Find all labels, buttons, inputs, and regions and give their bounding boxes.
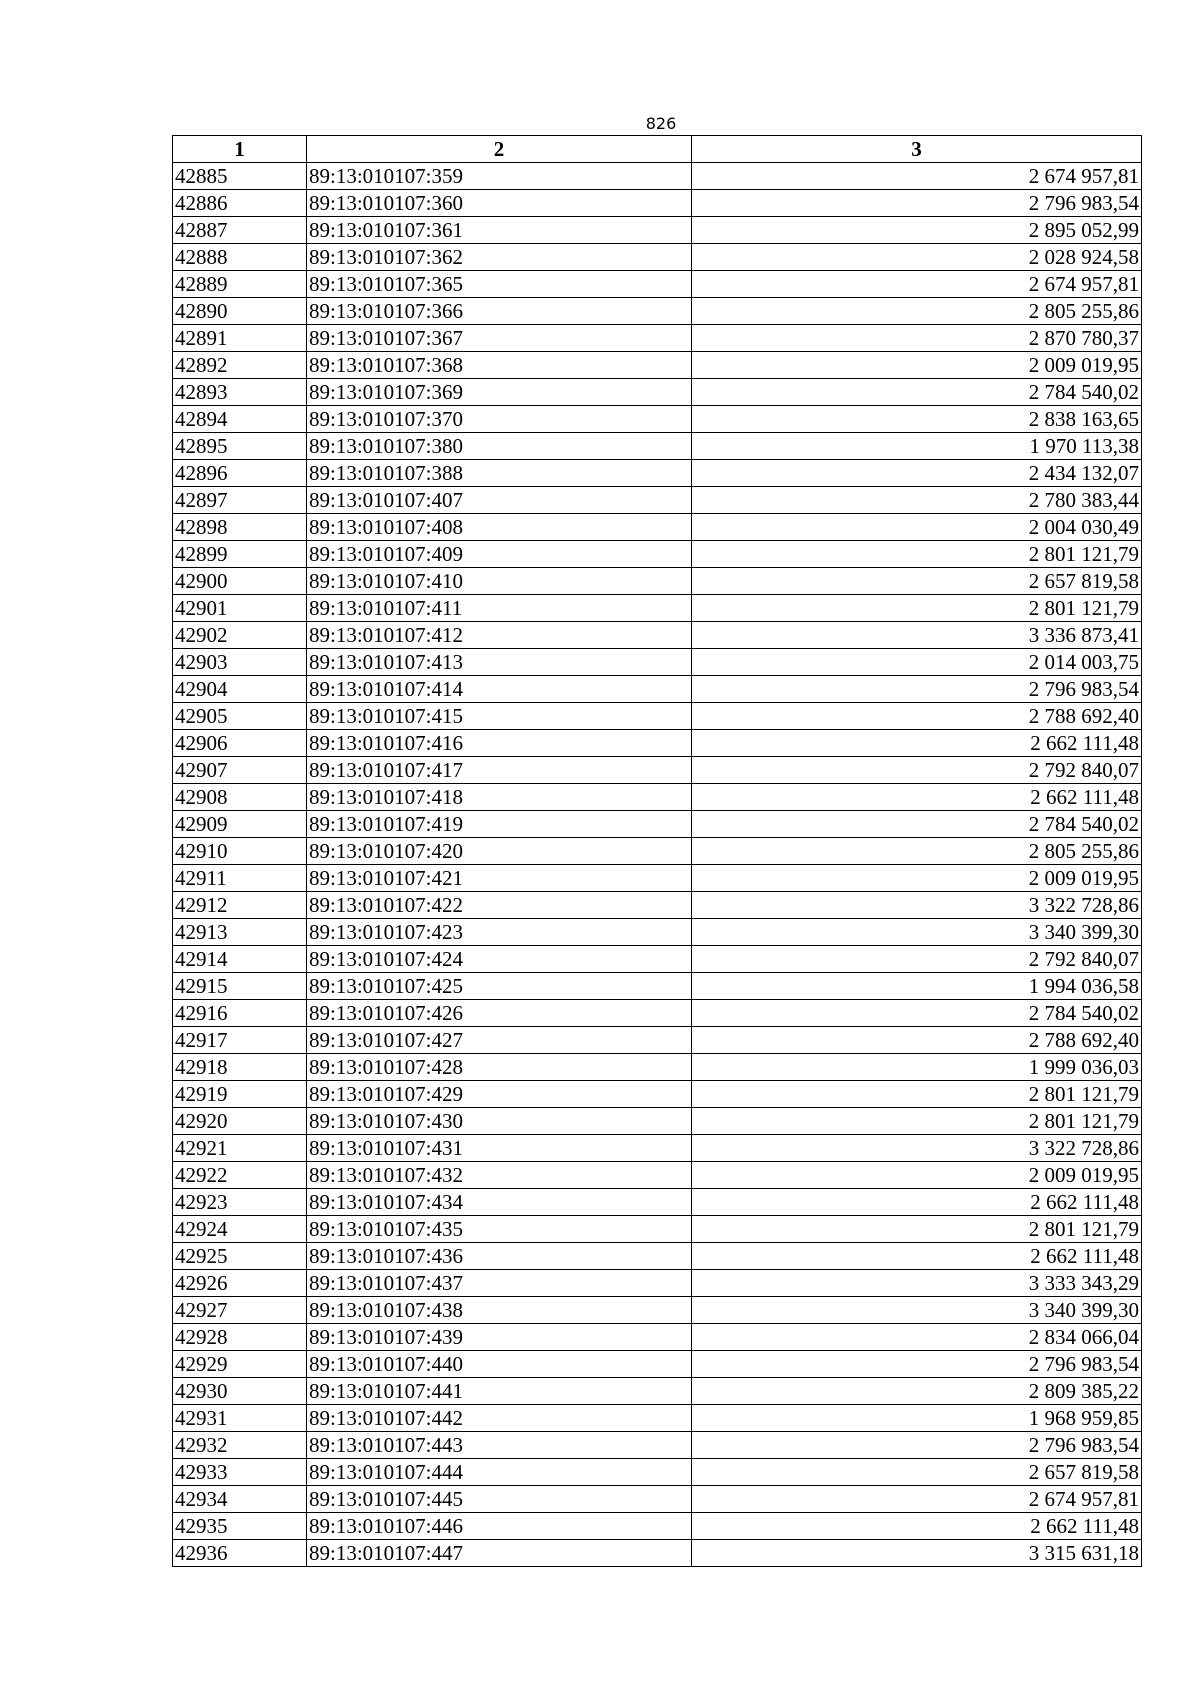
row-number-cell: 42909	[173, 811, 307, 838]
cadastral-value-cell: 2 662 111,48	[692, 784, 1142, 811]
row-number-cell: 42931	[173, 1405, 307, 1432]
table-row	[173, 865, 1142, 892]
table-header-row	[173, 136, 1142, 163]
cadastral-value-cell: 2 009 019,95	[692, 1162, 1142, 1189]
cadastral-number-cell: 89:13:010107:365	[307, 271, 692, 298]
cadastral-value-cell: 2 657 819,58	[692, 1459, 1142, 1486]
row-number-cell: 42921	[173, 1135, 307, 1162]
cadastral-number-cell: 89:13:010107:388	[307, 460, 692, 487]
cadastral-number-cell: 89:13:010107:437	[307, 1270, 692, 1297]
table-row	[173, 541, 1142, 568]
table-row	[173, 460, 1142, 487]
cadastral-value-cell: 1 999 036,03	[692, 1054, 1142, 1081]
cadastral-value-cell: 2 009 019,95	[692, 865, 1142, 892]
table-row	[173, 487, 1142, 514]
cadastral-value-cell: 2 870 780,37	[692, 325, 1142, 352]
table-row	[173, 1000, 1142, 1027]
row-number-cell: 42894	[173, 406, 307, 433]
cadastral-value-cell: 2 657 819,58	[692, 568, 1142, 595]
table-row	[173, 352, 1142, 379]
cadastral-number-cell: 89:13:010107:412	[307, 622, 692, 649]
table-row	[173, 1459, 1142, 1486]
table-row	[173, 1216, 1142, 1243]
cadastral-number-cell: 89:13:010107:367	[307, 325, 692, 352]
table-row	[173, 1486, 1142, 1513]
cadastral-number-cell: 89:13:010107:408	[307, 514, 692, 541]
row-number-cell: 42898	[173, 514, 307, 541]
cadastral-number-cell: 89:13:010107:409	[307, 541, 692, 568]
cadastral-number-cell: 89:13:010107:362	[307, 244, 692, 271]
cadastral-number-cell: 89:13:010107:438	[307, 1297, 692, 1324]
cadastral-number-cell: 89:13:010107:426	[307, 1000, 692, 1027]
row-number-cell: 42924	[173, 1216, 307, 1243]
cadastral-number-cell: 89:13:010107:429	[307, 1081, 692, 1108]
row-number-cell: 42904	[173, 676, 307, 703]
cadastral-value-cell: 2 801 121,79	[692, 595, 1142, 622]
table-row	[173, 784, 1142, 811]
cadastral-number-cell: 89:13:010107:432	[307, 1162, 692, 1189]
row-number-cell: 42923	[173, 1189, 307, 1216]
cadastral-number-cell: 89:13:010107:423	[307, 919, 692, 946]
cadastral-value-cell: 2 796 983,54	[692, 1351, 1142, 1378]
cadastral-number-cell: 89:13:010107:430	[307, 1108, 692, 1135]
table-row	[173, 217, 1142, 244]
cadastral-value-cell: 1 968 959,85	[692, 1405, 1142, 1432]
cadastral-number-cell: 89:13:010107:435	[307, 1216, 692, 1243]
row-number-cell: 42893	[173, 379, 307, 406]
cadastral-value-cell: 2 662 111,48	[692, 1513, 1142, 1540]
row-number-cell: 42911	[173, 865, 307, 892]
cadastral-number-cell: 89:13:010107:415	[307, 703, 692, 730]
table-row	[173, 649, 1142, 676]
cadastral-value-cell: 2 674 957,81	[692, 271, 1142, 298]
table-row	[173, 406, 1142, 433]
row-number-cell: 42910	[173, 838, 307, 865]
table-row	[173, 1324, 1142, 1351]
cadastral-value-cell: 3 322 728,86	[692, 1135, 1142, 1162]
cadastral-value-cell: 2 662 111,48	[692, 1189, 1142, 1216]
cadastral-value-cell: 2 895 052,99	[692, 217, 1142, 244]
row-number-cell: 42914	[173, 946, 307, 973]
table-body	[173, 163, 1142, 1567]
row-number-cell: 42936	[173, 1540, 307, 1567]
row-number-cell: 42907	[173, 757, 307, 784]
page-number: 826	[645, 114, 677, 133]
cadastral-number-cell: 89:13:010107:425	[307, 973, 692, 1000]
cadastral-number-cell: 89:13:010107:416	[307, 730, 692, 757]
row-number-cell: 42900	[173, 568, 307, 595]
cadastral-value-cell: 2 009 019,95	[692, 352, 1142, 379]
table-row	[173, 1432, 1142, 1459]
cadastral-number-cell: 89:13:010107:368	[307, 352, 692, 379]
cadastral-value-cell: 2 662 111,48	[692, 730, 1142, 757]
table-row	[173, 1297, 1142, 1324]
table-row	[173, 622, 1142, 649]
row-number-cell: 42916	[173, 1000, 307, 1027]
table-row	[173, 1540, 1142, 1567]
row-number-cell: 42912	[173, 892, 307, 919]
row-number-cell: 42902	[173, 622, 307, 649]
row-number-cell: 42896	[173, 460, 307, 487]
table-row	[173, 730, 1142, 757]
cadastral-number-cell: 89:13:010107:380	[307, 433, 692, 460]
cadastral-value-cell: 2 834 066,04	[692, 1324, 1142, 1351]
table-row	[173, 244, 1142, 271]
row-number-cell: 42932	[173, 1432, 307, 1459]
cadastral-number-cell: 89:13:010107:420	[307, 838, 692, 865]
cadastral-number-cell: 89:13:010107:413	[307, 649, 692, 676]
table-row	[173, 1054, 1142, 1081]
table-row	[173, 1135, 1142, 1162]
row-number-cell: 42934	[173, 1486, 307, 1513]
cadastral-value-cell: 1 994 036,58	[692, 973, 1142, 1000]
cadastral-number-cell: 89:13:010107:422	[307, 892, 692, 919]
row-number-cell: 42915	[173, 973, 307, 1000]
table-row	[173, 1108, 1142, 1135]
column-header-3: 3	[692, 136, 1142, 163]
table-row	[173, 298, 1142, 325]
row-number-cell: 42887	[173, 217, 307, 244]
table-row	[173, 811, 1142, 838]
cadastral-number-cell: 89:13:010107:446	[307, 1513, 692, 1540]
row-number-cell: 42925	[173, 1243, 307, 1270]
cadastral-value-cell: 2 792 840,07	[692, 757, 1142, 784]
table-row	[173, 514, 1142, 541]
cadastral-number-cell: 89:13:010107:359	[307, 163, 692, 190]
row-number-cell: 42908	[173, 784, 307, 811]
cadastral-number-cell: 89:13:010107:369	[307, 379, 692, 406]
row-number-cell: 42886	[173, 190, 307, 217]
table-row	[173, 838, 1142, 865]
cadastral-value-cell: 1 970 113,38	[692, 433, 1142, 460]
row-number-cell: 42918	[173, 1054, 307, 1081]
cadastral-number-cell: 89:13:010107:407	[307, 487, 692, 514]
table-row	[173, 1378, 1142, 1405]
cadastral-value-cell: 2 801 121,79	[692, 1216, 1142, 1243]
cadastral-number-cell: 89:13:010107:443	[307, 1432, 692, 1459]
cadastral-value-cell: 2 780 383,44	[692, 487, 1142, 514]
row-number-cell: 42905	[173, 703, 307, 730]
row-number-cell: 42935	[173, 1513, 307, 1540]
table-row	[173, 1081, 1142, 1108]
cadastral-value-cell: 2 674 957,81	[692, 163, 1142, 190]
cadastral-value-cell: 2 788 692,40	[692, 703, 1142, 730]
cadastral-number-cell: 89:13:010107:434	[307, 1189, 692, 1216]
cadastral-value-cell: 3 315 631,18	[692, 1540, 1142, 1567]
table-row	[173, 1405, 1142, 1432]
cadastral-value-cell: 3 340 399,30	[692, 1297, 1142, 1324]
table-row	[173, 1270, 1142, 1297]
cadastral-value-cell: 2 784 540,02	[692, 811, 1142, 838]
row-number-cell: 42888	[173, 244, 307, 271]
cadastral-value-cell: 2 674 957,81	[692, 1486, 1142, 1513]
table-row	[173, 946, 1142, 973]
cadastral-value-cell: 2 805 255,86	[692, 298, 1142, 325]
cadastral-value-cell: 2 805 255,86	[692, 838, 1142, 865]
cadastral-number-cell: 89:13:010107:418	[307, 784, 692, 811]
row-number-cell: 42919	[173, 1081, 307, 1108]
table-row	[173, 595, 1142, 622]
cadastral-number-cell: 89:13:010107:421	[307, 865, 692, 892]
cadastral-number-cell: 89:13:010107:431	[307, 1135, 692, 1162]
cadastral-value-cell: 2 028 924,58	[692, 244, 1142, 271]
row-number-cell: 42891	[173, 325, 307, 352]
cadastral-value-cell: 3 333 343,29	[692, 1270, 1142, 1297]
row-number-cell: 42913	[173, 919, 307, 946]
cadastral-value-cell: 2 796 983,54	[692, 1432, 1142, 1459]
cadastral-value-cell: 3 340 399,30	[692, 919, 1142, 946]
cadastral-value-cell: 2 784 540,02	[692, 1000, 1142, 1027]
cadastral-number-cell: 89:13:010107:428	[307, 1054, 692, 1081]
row-number-cell: 42899	[173, 541, 307, 568]
cadastral-number-cell: 89:13:010107:414	[307, 676, 692, 703]
cadastral-value-cell: 2 792 840,07	[692, 946, 1142, 973]
cadastral-value-cell: 2 801 121,79	[692, 1108, 1142, 1135]
row-number-cell: 42930	[173, 1378, 307, 1405]
cadastral-value-cell: 2 014 003,75	[692, 649, 1142, 676]
cadastral-value-cell: 3 322 728,86	[692, 892, 1142, 919]
cadastral-number-cell: 89:13:010107:419	[307, 811, 692, 838]
cadastral-value-cell: 2 838 163,65	[692, 406, 1142, 433]
table-row	[173, 433, 1142, 460]
table-row	[173, 163, 1142, 190]
cadastral-value-cell: 2 784 540,02	[692, 379, 1142, 406]
row-number-cell: 42889	[173, 271, 307, 298]
row-number-cell: 42901	[173, 595, 307, 622]
row-number-cell: 42933	[173, 1459, 307, 1486]
column-header-2: 2	[307, 136, 692, 163]
row-number-cell: 42928	[173, 1324, 307, 1351]
cadastral-number-cell: 89:13:010107:417	[307, 757, 692, 784]
cadastral-value-cell: 2 801 121,79	[692, 1081, 1142, 1108]
row-number-cell: 42892	[173, 352, 307, 379]
row-number-cell: 42885	[173, 163, 307, 190]
cadastral-value-cell: 2 434 132,07	[692, 460, 1142, 487]
row-number-cell: 42927	[173, 1297, 307, 1324]
cadastral-number-cell: 89:13:010107:370	[307, 406, 692, 433]
row-number-cell: 42897	[173, 487, 307, 514]
table-row	[173, 190, 1142, 217]
table-row	[173, 1351, 1142, 1378]
cadastral-value-cell: 2 662 111,48	[692, 1243, 1142, 1270]
cadastral-number-cell: 89:13:010107:427	[307, 1027, 692, 1054]
cadastral-value-cell: 2 801 121,79	[692, 541, 1142, 568]
cadastral-value-cell: 3 336 873,41	[692, 622, 1142, 649]
cadastral-number-cell: 89:13:010107:442	[307, 1405, 692, 1432]
row-number-cell: 42917	[173, 1027, 307, 1054]
table-row	[173, 271, 1142, 298]
table-row	[173, 568, 1142, 595]
table-row	[173, 379, 1142, 406]
cadastral-number-cell: 89:13:010107:445	[307, 1486, 692, 1513]
table-row	[173, 919, 1142, 946]
cadastral-number-cell: 89:13:010107:436	[307, 1243, 692, 1270]
table-row	[173, 892, 1142, 919]
cadastral-number-cell: 89:13:010107:366	[307, 298, 692, 325]
table-row	[173, 1162, 1142, 1189]
row-number-cell: 42895	[173, 433, 307, 460]
cadastral-number-cell: 89:13:010107:447	[307, 1540, 692, 1567]
cadastral-value-cell: 2 809 385,22	[692, 1378, 1142, 1405]
cadastral-value-cell: 2 796 983,54	[692, 190, 1142, 217]
cadastral-number-cell: 89:13:010107:361	[307, 217, 692, 244]
table-row	[173, 1189, 1142, 1216]
cadastral-number-cell: 89:13:010107:440	[307, 1351, 692, 1378]
table-row	[173, 676, 1142, 703]
column-header-1: 1	[173, 136, 307, 163]
table-row	[173, 325, 1142, 352]
row-number-cell: 42920	[173, 1108, 307, 1135]
cadastral-value-cell: 2 788 692,40	[692, 1027, 1142, 1054]
table-row	[173, 703, 1142, 730]
cadastral-number-cell: 89:13:010107:410	[307, 568, 692, 595]
cadastral-number-cell: 89:13:010107:441	[307, 1378, 692, 1405]
row-number-cell: 42929	[173, 1351, 307, 1378]
row-number-cell: 42922	[173, 1162, 307, 1189]
table-row	[173, 1243, 1142, 1270]
cadastral-number-cell: 89:13:010107:439	[307, 1324, 692, 1351]
cadastral-number-cell: 89:13:010107:444	[307, 1459, 692, 1486]
table-row	[173, 973, 1142, 1000]
cadastral-value-cell: 2 004 030,49	[692, 514, 1142, 541]
row-number-cell: 42903	[173, 649, 307, 676]
cadastral-value-cell: 2 796 983,54	[692, 676, 1142, 703]
cadastral-number-cell: 89:13:010107:360	[307, 190, 692, 217]
table-row	[173, 1513, 1142, 1540]
cadastre-value-table	[172, 135, 1142, 1567]
table-row	[173, 757, 1142, 784]
cadastral-number-cell: 89:13:010107:424	[307, 946, 692, 973]
row-number-cell: 42906	[173, 730, 307, 757]
cadastral-number-cell: 89:13:010107:411	[307, 595, 692, 622]
table-row	[173, 1027, 1142, 1054]
row-number-cell: 42890	[173, 298, 307, 325]
row-number-cell: 42926	[173, 1270, 307, 1297]
